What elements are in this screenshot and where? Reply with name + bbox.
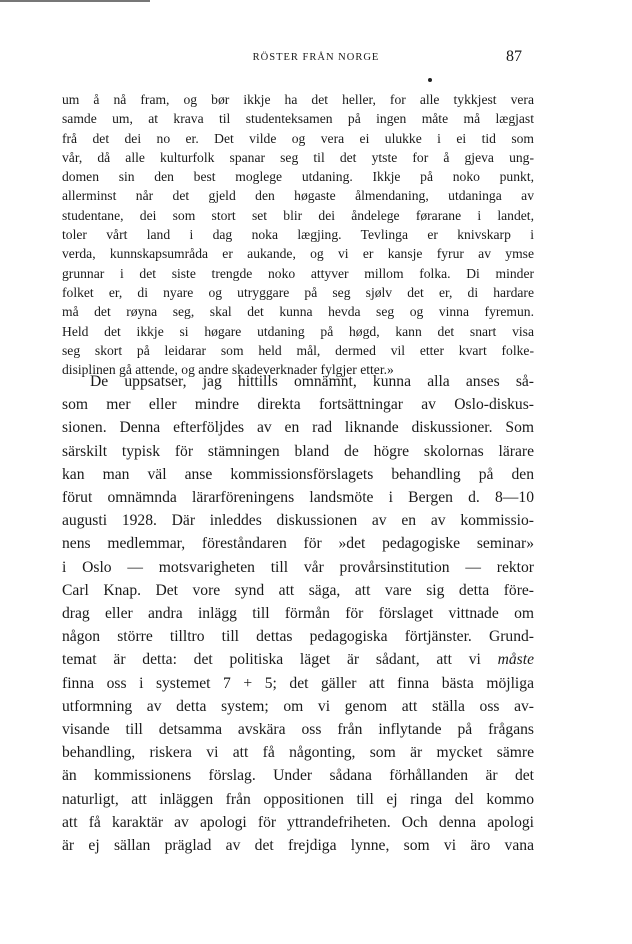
body-line: visande till detsamma avskära oss från inflytande på frågans (62, 721, 534, 739)
quoted-passage (62, 90, 534, 379)
top-rule (0, 0, 150, 2)
body-line: sionen. Denna efterföljdes av en rad liknande diskussioner. Som (62, 419, 534, 437)
body-line: naturligt, att inläggen från oppositionen till ej ringa del kommo (62, 790, 534, 808)
body-line: än kommissionens förslag. Under sådana förhållanden är det (62, 767, 534, 785)
body-line: utformning av detta system; om vi genom att ställa oss av- (62, 697, 534, 715)
page-number: 87 (506, 48, 522, 65)
body-line: som mer eller mindre direkta fortsättningar av Oslo-diskus- (62, 396, 534, 414)
running-title: RÖSTER FRÅN NORGE (252, 52, 380, 63)
body-line-text: temat är detta: det politiska läget är sådant, att vi (62, 651, 481, 669)
body-line: drag eller andra inlägg till förmån för förslaget vittnade om (62, 605, 534, 623)
quote-line: må det røyna seg, skal det kunna hevda seg og vinna fyremun. (62, 304, 534, 320)
quote-line: folket er, di nyare og utryggare på seg sjølv det er, di hardare (62, 284, 534, 300)
body-paragraph (62, 370, 534, 857)
quote-line: domen sin den best moglege utdaning. Ikkje på noko punkt, (62, 169, 534, 185)
quote-line: seg skort på leidarar som held mål, dermed vil etter kvart folke- (62, 342, 534, 358)
body-line: särskilt typisk för stämningen bland de högre skolornas lärare (62, 442, 534, 460)
quote-line: allerminst når det gjeld den høgaste ålmendaning, utdaninga av (62, 188, 534, 204)
quote-line: frå det dei no er. Det vilde og vera ei ulukke i ei tid som (62, 130, 534, 146)
quote-line: toler vårt land i dag noka lægjing. Tevlinga er knivskarp i (62, 227, 534, 243)
quote-line: disiplinen gå attende, og andre skadeverknader fylgjer etter.» (62, 362, 394, 378)
quote-line: samde um, at krava til studenteksamen på ingen måte må lægjast (62, 111, 534, 127)
body-line: kan man väl anse kommissionsförslagets behandling på den (62, 465, 534, 483)
body-line: augusti 1928. Där inleddes diskussionen av en av kommissio- (62, 512, 534, 530)
quote-line: studentane, dei som stort set blir dei åndelege førarane i landet, (62, 207, 534, 223)
ink-dot (428, 78, 432, 82)
body-line: förut omnämnda lärarföreningens landsmöte i Bergen d. 8—10 (62, 489, 534, 507)
body-line: att få karaktär av apologi för yttrandefriheten. Och denna apologi (62, 813, 534, 831)
body-line: Carl Knap. Det vore synd att säga, att vare sig detta före- (62, 581, 534, 599)
body-line: nens medlemmar, föreståndaren för »det pedagogiske seminar» (62, 535, 534, 553)
emphasized-word: måste (497, 651, 534, 669)
body-line: någon större tilltro till dettas pedagogiska förtjänster. Grund- (62, 628, 534, 646)
body-line: är ej sällan präglad av det frejdiga lynne, som vi äro vana (62, 837, 534, 855)
body-line: De uppsatser, jag hittills omnämnt, kunna alla anses så- (90, 373, 534, 390)
body-line: behandling, riskera vi att få någonting, som är mycket sämre (62, 744, 534, 762)
body-line: i Oslo — motsvarigheten till vår provårsinstitution — rektor (62, 558, 534, 576)
quote-line: vår, då alle kulturfolk spanar seg til det ytste for å gjeva ung- (62, 149, 534, 165)
quote-line: Held det ikkje si høgare utdaning på høgd, kann det snart visa (62, 323, 534, 339)
body-line: finna oss i systemet 7 + 5; det gäller att finna bästa möjliga (62, 674, 534, 692)
quote-line: verda, kunnskapsumråda er aukande, og vi er kansje fyrur av ymse (62, 246, 534, 262)
body-line-with-emphasis (62, 648, 534, 671)
quote-line: grunnar i det siste trengde noko attyver millom folka. Di minder (62, 265, 534, 281)
quote-line: um å nå fram, og bør ikkje ha det heller, for alle tykkjest vera (62, 92, 534, 107)
